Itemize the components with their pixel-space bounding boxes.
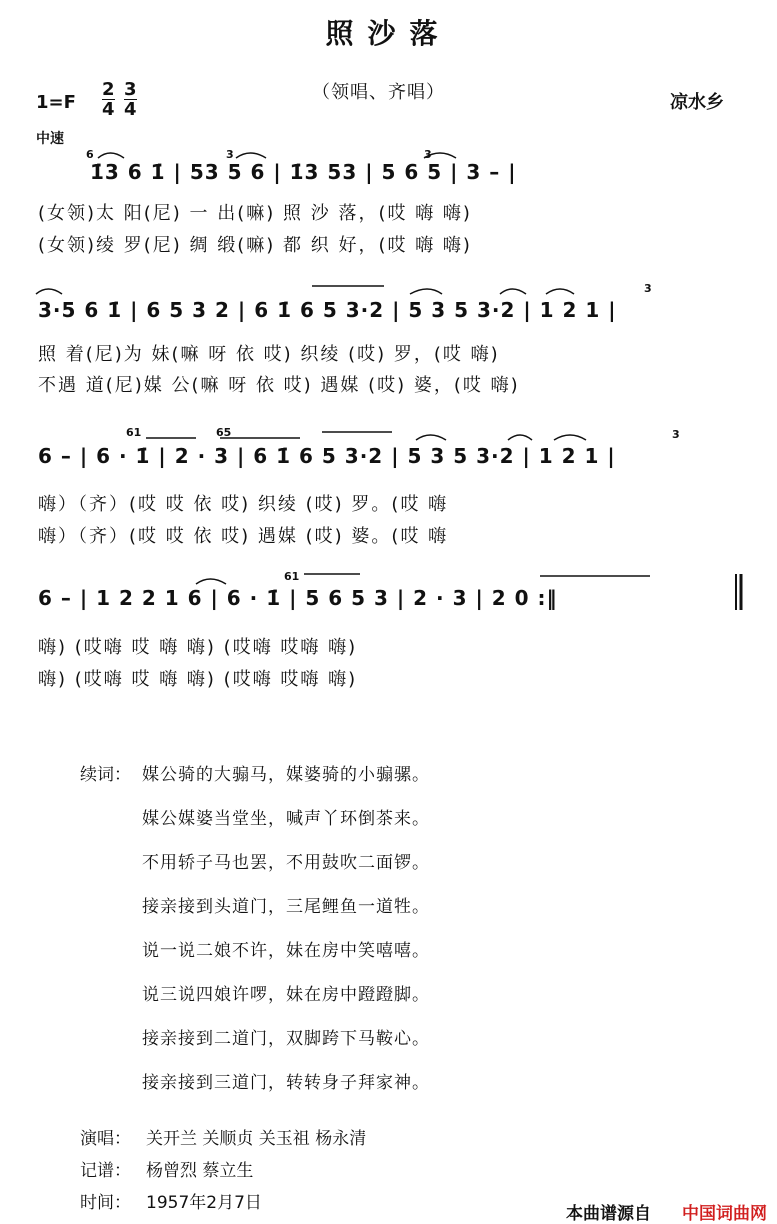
lyric-line: (女领)绫 罗(尼) 绸 缎(嘛) 都 织 好，(哎 嗨 嗨) [38,235,472,256]
notes: 3·5 6 1̇ | 6 5 3 2 | 6 1̇ 6 5 3·2 | 5 3 5 3·2 | 1 2 1 | [38,298,617,322]
grace-note: 65 [216,426,232,439]
lyric-verse: 不用轿子马也罢，不用鼓吹二面锣。 [142,853,430,873]
lyric-line: 嗨) (哎嗨 哎 嗨 嗨) (哎嗨 哎嗨 嗨) [38,669,358,690]
credit-date: 1957年2月7日 [146,1193,262,1213]
lyric-line: 嗨）（齐）(哎 哎 依 哎) 织绫 (哎) 罗。(哎 嗨 [38,494,449,515]
lyric-line: 嗨) (哎嗨 哎 嗨 嗨) (哎嗨 哎嗨 嗨) [38,637,358,658]
grace-note: 61 [126,426,142,439]
credit-performers: 关开兰 关顺贞 关玉祖 杨永清 [146,1129,367,1149]
credit-date-label: 时间： [80,1193,131,1213]
lyric-line: 照 着(尼)为 妹(嘛 呀 依 哎) 织绫 (哎) 罗，(哎 嗨) [38,344,500,365]
watermark-site-link[interactable]: 中国词曲网 [682,1204,767,1224]
notes: 1̇3 6 1̇ | 53 5 6 | 1̇3 53 | 5 6 5 | 3 – | [90,160,517,184]
song-title: 照沙落 [325,17,452,50]
meter-numerator: 3 [124,79,137,100]
grace-note: 3 [226,148,234,161]
tempo-marking: 中速 [36,131,64,147]
lyric-verse: 接亲接到头道门，三尾鲤鱼一道牲。 [142,897,430,917]
meter-denominator: 4 [102,99,115,120]
grace-note: 61 [284,570,300,583]
watermark-source: 本曲谱源自 [566,1204,651,1224]
region: 凉水乡 [670,92,724,113]
notes: 6 – | 6 · 1̇ | 2 · 3 | 6 1̇ 6 5 3·2 | 5 3 5 3·2 | 1 2 1 | [38,444,616,468]
lyric-line: 嗨）（齐）(哎 哎 依 哎) 遇媒 (哎) 婆。(哎 嗨 [38,526,449,547]
lyric-verse: 说一说二娘不许，妹在房中笑嘻嘻。 [142,941,430,961]
notes: 6 – | 1 2 2 1 6 | 6 · 1̇ | 5 6 5 3 | 2 · 3 | 2 0 :‖ [38,586,558,610]
key-signature: 1=F [36,92,76,113]
grace-note: 3 [424,148,432,161]
grace-note: 6 [86,148,94,161]
continued-label: 续词： [80,765,131,785]
meter-numerator: 2 [102,79,115,100]
performance-form: （领唱、齐唱） [312,82,445,103]
lyric-verse: 接亲接到二道门，双脚跨下马鞍心。 [142,1029,430,1049]
credit-performer-label: 演唱： [80,1129,131,1149]
lyric-verse: 媒公媒婆当堂坐，喊声丫环倒茶来。 [142,809,430,829]
credit-notation: 杨曾烈 蔡立生 [146,1161,254,1181]
lyric-verse: 说三说四娘许啰，妹在房中蹬蹬脚。 [142,985,430,1005]
lyric-verse: 接亲接到三道门，转转身子拜家神。 [142,1073,430,1093]
meter-denominator: 4 [124,99,137,120]
grace-note: 3 [644,282,652,295]
lyric-line: (女领)太 阳(尼) 一 出(嘛) 照 沙 落，(哎 嗨 嗨) [38,203,472,224]
grace-note: 3 [672,428,680,441]
credit-notation-label: 记谱： [80,1161,131,1181]
lyric-verse: 媒公骑的大骟马，媒婆骑的小骟骡。 [142,765,430,785]
lyric-line: 不遇 道(尼)媒 公(嘛 呀 依 哎) 遇媒 (哎) 婆，(哎 嗨) [38,375,520,396]
